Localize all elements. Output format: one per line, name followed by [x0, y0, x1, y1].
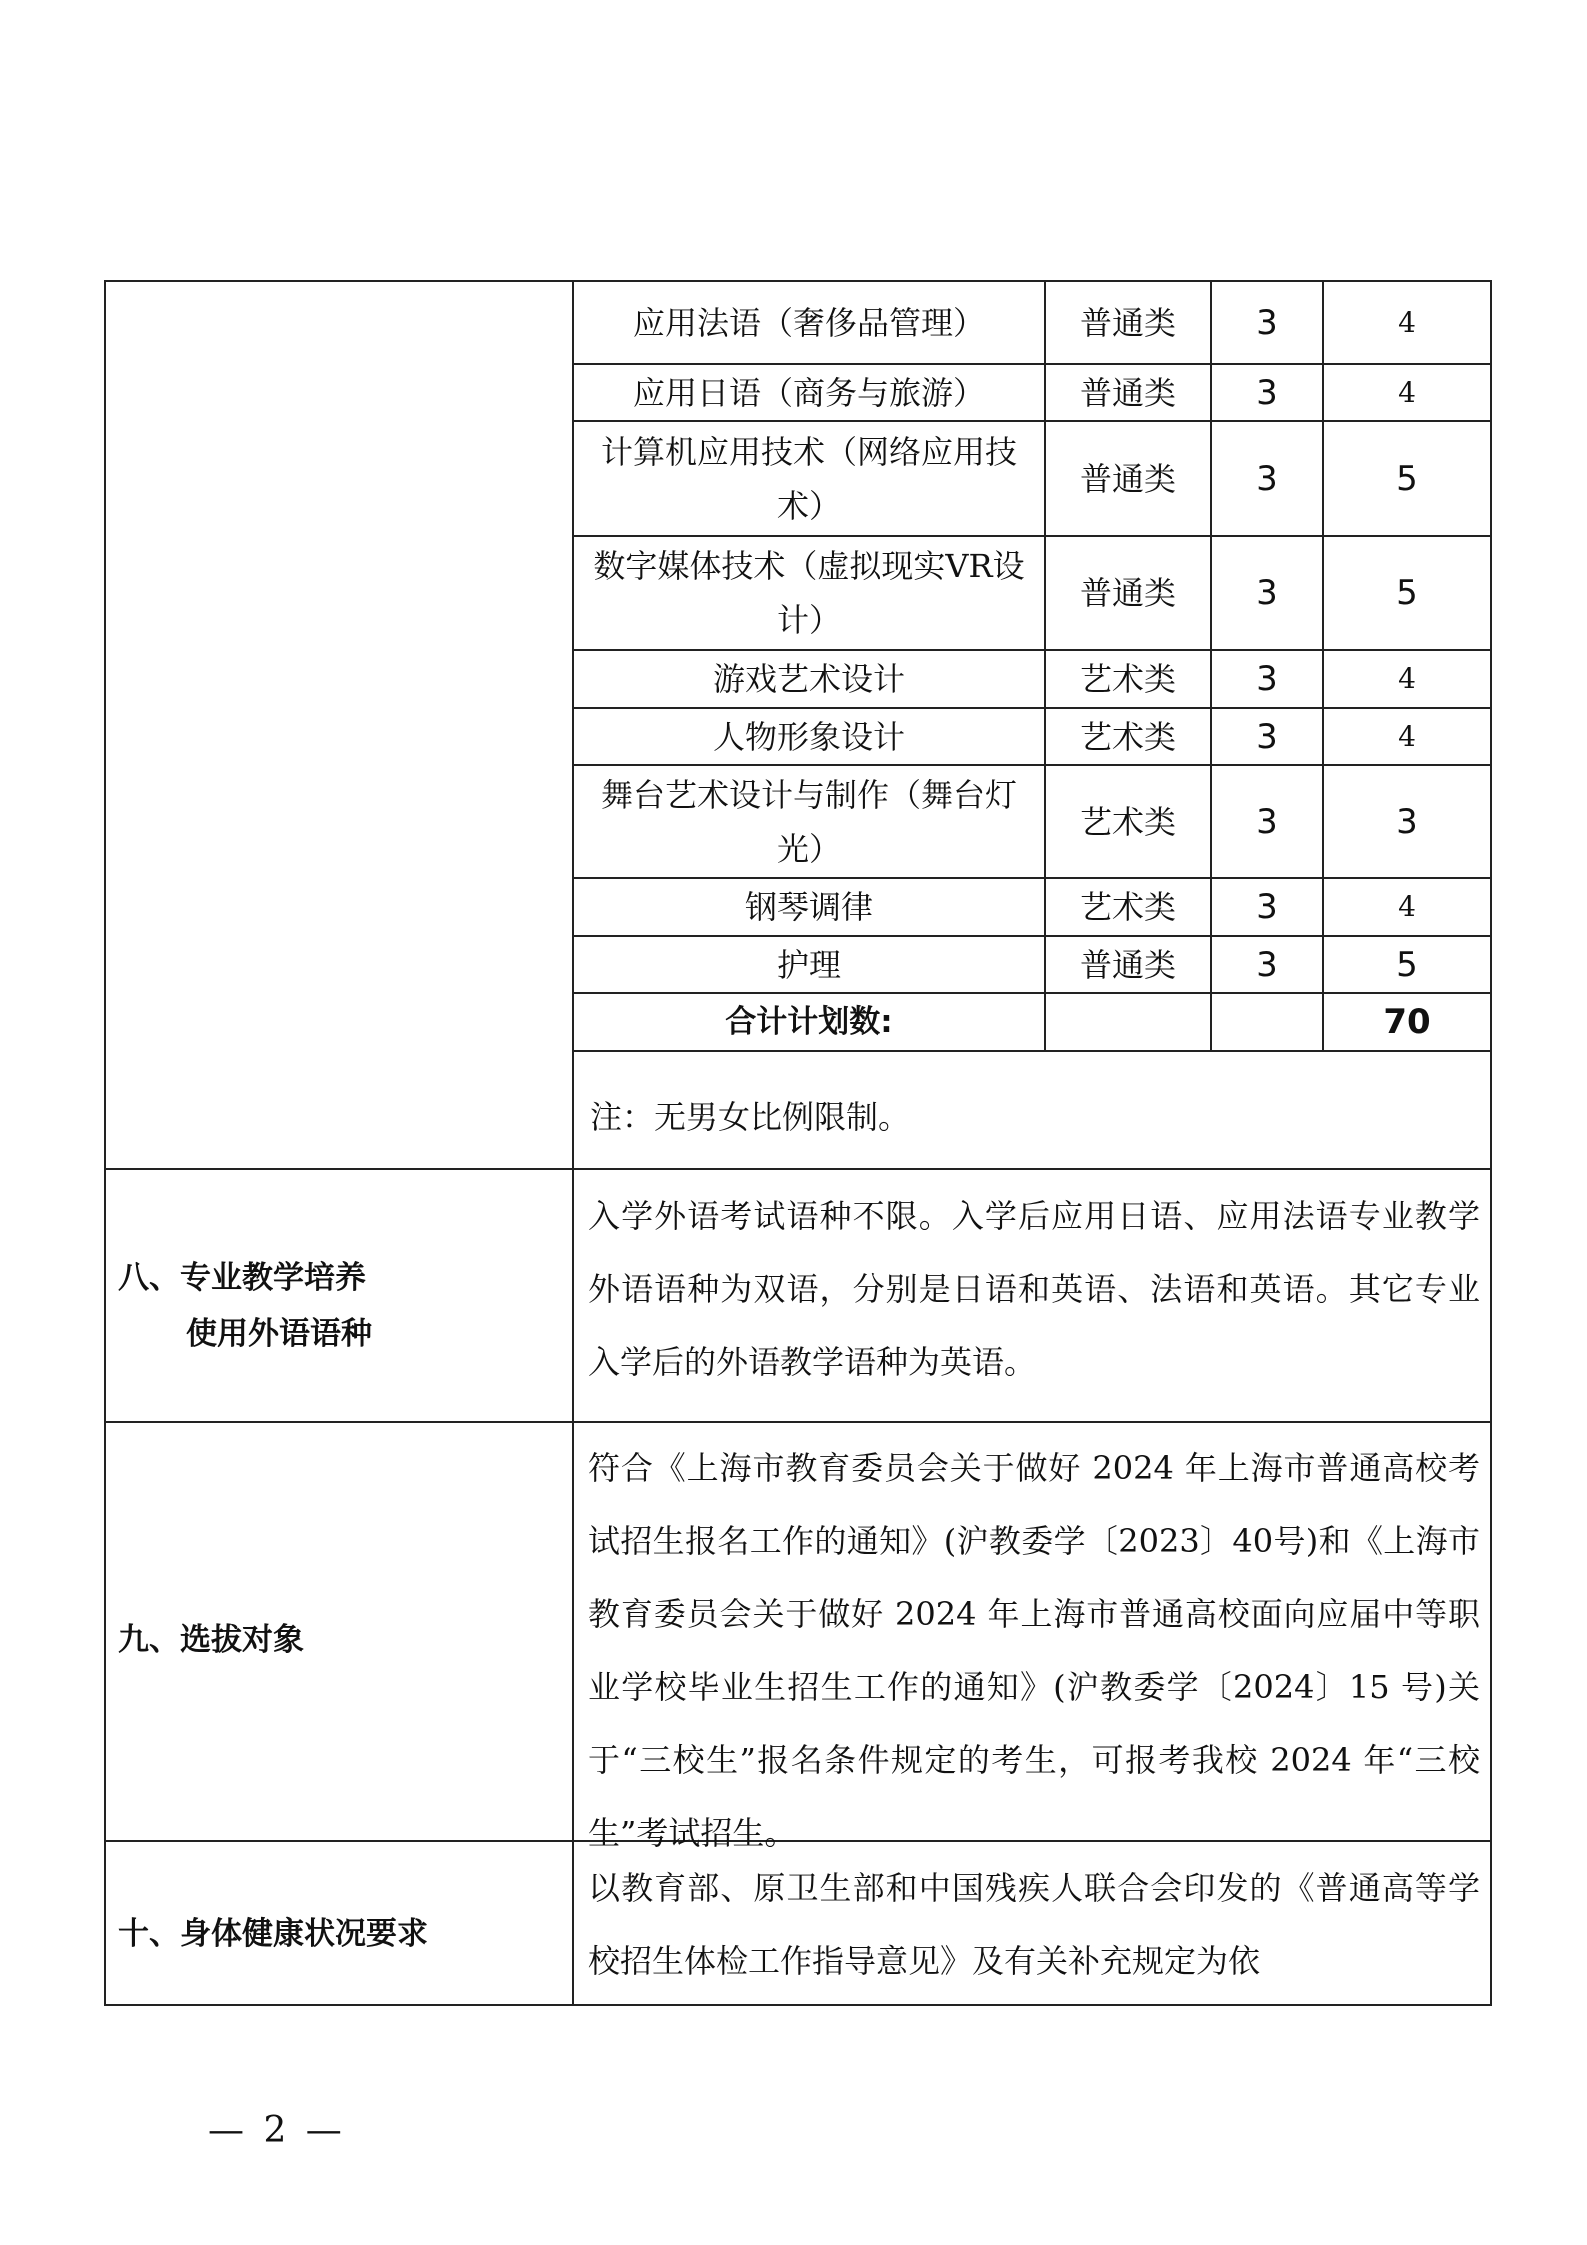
section-8-content: 入学外语考试语种不限。入学后应用日语、应用法语专业教学外语语种为双语，分别是日语和英语、法语和英语。其它专业入学后的外语教学语种为英语。 — [588, 1197, 1480, 1381]
section-9-content: 符合《上海市教育委员会关于做好 2024 年上海市普通高校考试招生报名工作的通知》(沪教委学〔2023〕40号)和《上海市教育委员会关于做好 2024 年上海市普通高校面向应届中等职业学校毕业生招生工作的通知》(沪教委学〔2024〕15 号)关于“三校生”报名条件规定的考生，可报考我校 2024 年“三校生”考试招生。 — [588, 1449, 1480, 1852]
category-cell: 普通类 — [1079, 303, 1176, 342]
divider — [572, 1050, 1492, 1052]
section-10-content: 以教育部、原卫生部和中国残疾人联合会印发的《普通高等学校招生体检工作指导意见》及有关补充规定为依 — [588, 1869, 1480, 1980]
major-cell: 应用法语（奢侈品管理） — [632, 303, 985, 342]
major-cell: 钢琴调律 — [744, 888, 873, 926]
years-cell: 3 — [1256, 887, 1278, 927]
divider — [104, 1421, 1492, 1423]
category-cell: 普通类 — [1079, 373, 1176, 412]
section-8-label-line2: 使用外语语种 — [186, 1316, 372, 1352]
total-value: 70 — [1383, 1002, 1431, 1042]
section-10-label: 十、身体健康状况要求 — [118, 1916, 428, 1952]
section-8-label — [118, 1250, 372, 1362]
plan-cell: 4 — [1398, 719, 1416, 753]
major-cell: 舞台艺术设计与制作（舞台灯光） — [600, 775, 1017, 868]
major-cell: 数字媒体技术（虚拟现实VR设计） — [593, 547, 1025, 639]
plan-cell: 4 — [1398, 375, 1416, 409]
plan-cell: 4 — [1398, 662, 1416, 695]
years-cell: 3 — [1256, 458, 1278, 499]
major-cell: 人物形象设计 — [712, 717, 905, 756]
page-number: — 2 — — [208, 2110, 346, 2151]
years-cell: 3 — [1256, 716, 1278, 757]
category-cell: 艺术类 — [1079, 888, 1176, 926]
divider — [104, 1168, 1492, 1170]
plan-cell: 3 — [1396, 801, 1418, 842]
years-cell: 3 — [1256, 372, 1278, 413]
years-cell: 3 — [1256, 573, 1278, 613]
total-label: 合计计划数: — [725, 1004, 893, 1040]
plan-cell: 4 — [1398, 890, 1416, 923]
plan-cell: 5 — [1396, 458, 1418, 499]
major-cell: 计算机应用技术（网络应用技术） — [600, 432, 1017, 525]
plan-cell: 4 — [1398, 305, 1416, 339]
major-cell: 游戏艺术设计 — [712, 660, 905, 698]
years-cell: 3 — [1256, 801, 1278, 842]
major-cell: 护理 — [776, 945, 841, 984]
divider — [572, 280, 574, 2006]
section-8-label-line1: 八、专业教学培养 — [118, 1260, 366, 1296]
plan-cell: 5 — [1396, 944, 1418, 985]
plan-cell: 5 — [1396, 573, 1418, 613]
category-cell: 普通类 — [1079, 945, 1176, 984]
category-cell: 艺术类 — [1079, 802, 1176, 841]
section-9-label: 九、选拔对象 — [118, 1622, 304, 1658]
table-note: 注：无男女比例限制。 — [590, 1098, 911, 1136]
years-cell: 3 — [1256, 944, 1278, 985]
category-cell: 艺术类 — [1079, 660, 1176, 698]
years-cell: 3 — [1256, 302, 1278, 343]
years-cell: 3 — [1256, 659, 1278, 699]
category-cell: 艺术类 — [1079, 717, 1176, 756]
category-cell: 普通类 — [1079, 574, 1176, 612]
major-cell: 应用日语（商务与旅游） — [632, 373, 985, 412]
category-cell: 普通类 — [1079, 459, 1176, 498]
